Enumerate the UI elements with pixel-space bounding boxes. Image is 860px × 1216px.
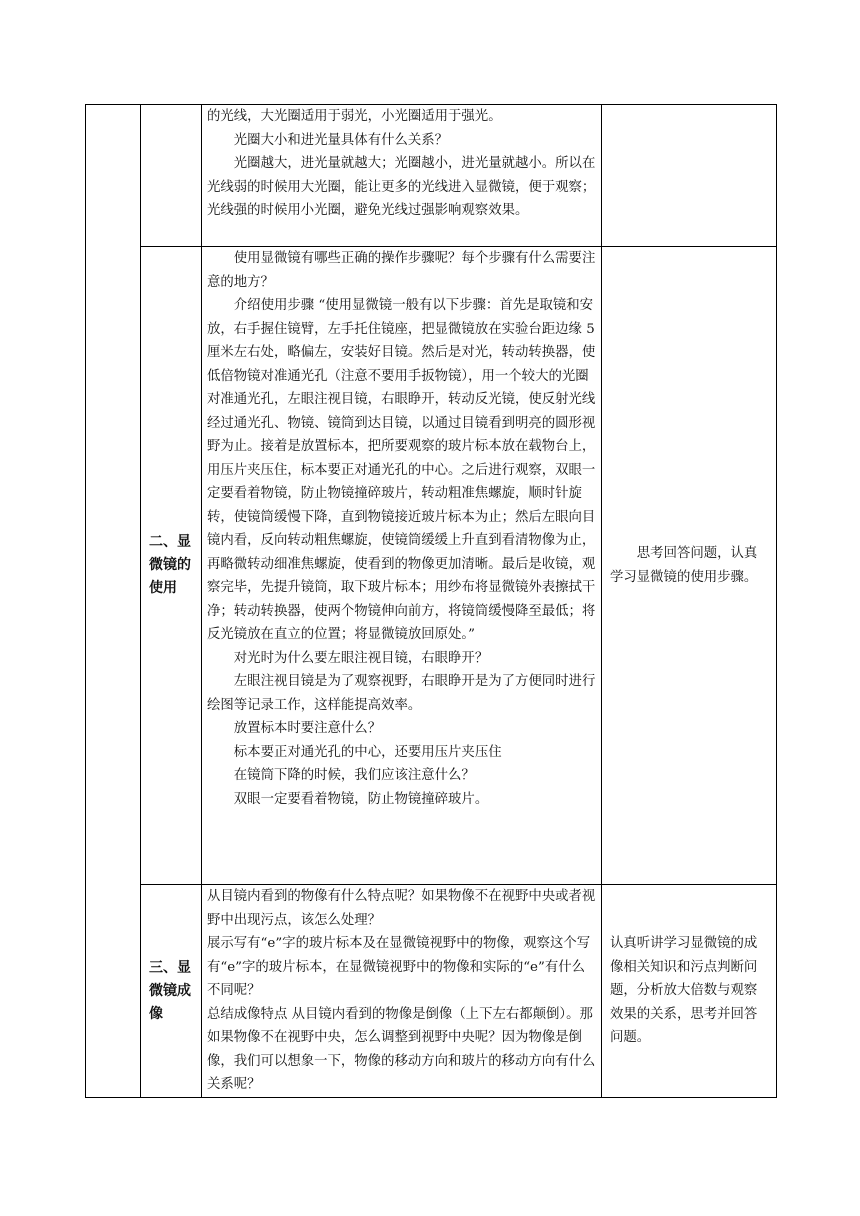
table-row xyxy=(86,885,777,1098)
content-cell xyxy=(202,247,602,885)
content-line: 使用显微镜有哪些正确的操作步骤呢？每个步骤有什么需要注意的地方？ xyxy=(207,251,596,290)
content-cell xyxy=(202,105,602,247)
content-cell xyxy=(202,885,602,1098)
content-line: 从目镜内看到的物像有什么特点呢？如果物像不在视野中央或者视野中出现污点，该怎么处理？ xyxy=(207,889,596,928)
content-line: 光圈大小和进光量具体有什么关系？ xyxy=(233,132,449,148)
content-line: 总结成像特点 从目镜内看到的物像是倒像（上下左右都颠倒）。那如果物像不在视野中央，怎么调整到视野中央呢？因为物像是倒像，我们可以想象一下，物像的移动方向和玻片的移动方向有什么关系呢？ xyxy=(207,1006,596,1092)
content-line: 介绍使用步骤 “使用显微镜一般有以下步骤：首先是取镜和安放，右手握住镜臂，左手托住镜座，把显微镜放在实验台距边缘 5 厘米左右处，略偏左，安装好目镜。然后是对光，转动转换器，使低倍物镜对准通光孔（注意不要用手扳物镜），用一个较大的光圈对准通光孔，左眼注视目镜，右眼睁开，转动反光镜，使反射光线经过通光孔、物镜、镜筒到达目镜，以通过目镜看到明亮的圆形视野为止。接着是放置标本，把所要观察的玻片标本放在载物台上，用压片夹压住，标本要正对通光孔的中心。之后进行观察，双眼一定要看着物镜，防止物镜撞碎玻片，转动粗准焦螺旋，顺时针旋转，使镜筒缓慢下降，直到物镜接近玻片标本为止；然后左眼向目镜内看，反向转动粗焦螺旋，使镜筒缓缓上升直到看清物像为止，再略微转动细准焦螺旋，使看到的物像更加清晰。最后是收镜，观察完毕，先提升镜筒，取下玻片标本；用纱布将显微镜外表擦拭干净；转动转换器，使两个物镜伸向前方，将镜筒缓慢降至最低；将反光镜放在直立的位置；将显微镜放回原处。” xyxy=(207,298,596,642)
notes-cell xyxy=(602,247,777,885)
notes-text: 认真听讲学习显微镜的成像相关知识和污点判断问题，分析放大倍数与观察效果的关系，思考并回答问题。 xyxy=(610,936,758,1046)
section-title: 二、显微镜的使用 xyxy=(141,247,202,885)
content-line: 光圈越大，进光量就越大；光圈越小，进光量就越小。所以在光线弱的时候用大光圈，能让更多的光线进入显微镜，便于观察；光线强的时候用小光圈，避免光线过强影响观察效果。 xyxy=(207,156,596,218)
content-line: 的光线，大光圈适用于弱光，小光圈适用于强光。 xyxy=(207,109,502,124)
notes-cell xyxy=(602,885,777,1098)
lesson-plan-table xyxy=(85,104,777,1098)
content-line: 对光时为什么要左眼注视目镜，右眼睁开？ xyxy=(233,650,489,666)
section-cell xyxy=(141,105,202,247)
notes-text: 思考回答问题，认真学习显微镜的使用步骤。 xyxy=(610,546,758,585)
outer-column-cell xyxy=(86,105,141,1098)
section-title: 三、显微镜成像 xyxy=(141,885,202,1098)
content-line: 标本要正对通光孔的中心，还要用压片夹压住 xyxy=(233,744,502,760)
content-line: 放置标本时要注意什么？ xyxy=(233,721,382,736)
content-line: 左眼注视目镜是为了观察视野，右眼睁开是为了方便同时进行绘图等记录工作，这样能提高效率。 xyxy=(207,674,596,713)
table-row xyxy=(86,105,777,247)
table-row xyxy=(86,247,777,885)
content-line: 双眼一定要看着物镜，防止物镜撞碎玻片。 xyxy=(233,791,489,807)
content-line: 展示写有“e”字的玻片标本及在显微镜视野中的物像，观察这个写有“e”字的玻片标本，在显微镜视野中的物像和实际的“e”有什么不同呢？ xyxy=(207,936,591,998)
content-line: 在镜筒下降的时候，我们应该注意什么？ xyxy=(233,768,475,783)
notes-cell xyxy=(602,105,777,247)
